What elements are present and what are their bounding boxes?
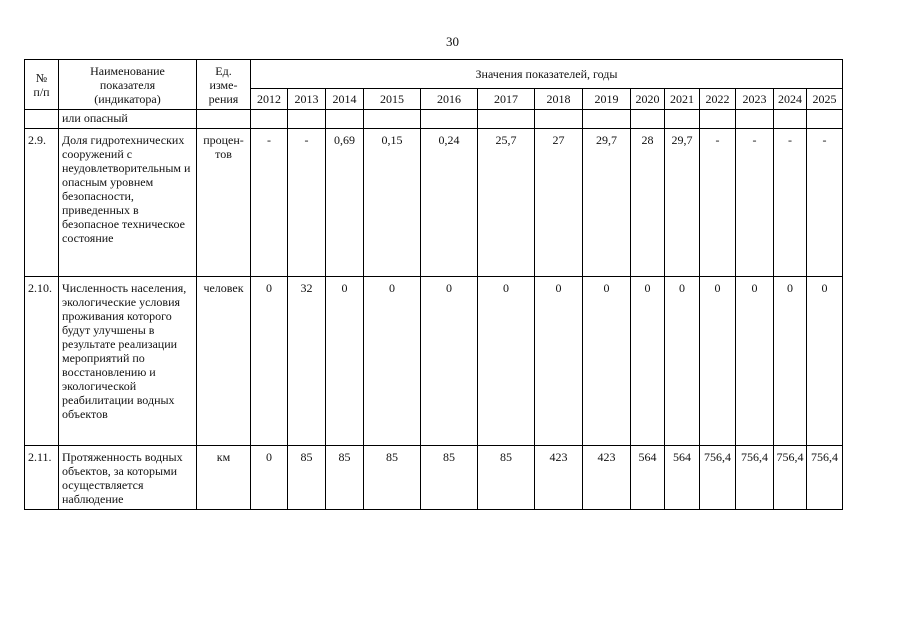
indicator-value: 0 bbox=[364, 277, 421, 446]
table-row bbox=[25, 446, 843, 510]
continuation-value-cell bbox=[700, 110, 736, 129]
indicator-value: 28 bbox=[631, 129, 665, 277]
header-year: 2024 bbox=[774, 89, 807, 110]
continuation-value-cell bbox=[774, 110, 807, 129]
indicators-table bbox=[24, 59, 843, 510]
header-year: 2020 bbox=[631, 89, 665, 110]
header-values: Значения показателей, годы bbox=[251, 60, 843, 89]
indicator-value: 85 bbox=[478, 446, 535, 510]
indicator-value: 27 bbox=[535, 129, 583, 277]
indicator-name: Численность населения, экологические условия проживания которого будут улучшены в результате реализации мероприятий по восстановлению и экологической реабилитации водных объектов bbox=[59, 277, 197, 446]
continuation-value-cell bbox=[251, 110, 288, 129]
indicator-value: 85 bbox=[364, 446, 421, 510]
header-year: 2022 bbox=[700, 89, 736, 110]
indicator-value: 29,7 bbox=[665, 129, 700, 277]
indicator-value: 32 bbox=[288, 277, 326, 446]
header-year: 2021 bbox=[665, 89, 700, 110]
indicator-value: 29,7 bbox=[583, 129, 631, 277]
page-number: 30 bbox=[446, 34, 459, 49]
header-year: 2015 bbox=[364, 89, 421, 110]
indicator-value: 0 bbox=[326, 277, 364, 446]
indicator-value: 756,4 bbox=[700, 446, 736, 510]
continuation-value-cell bbox=[583, 110, 631, 129]
indicator-value: 756,4 bbox=[736, 446, 774, 510]
continuation-value-cell bbox=[478, 110, 535, 129]
indicator-value: 423 bbox=[583, 446, 631, 510]
header-year: 2013 bbox=[288, 89, 326, 110]
continuation-text: или опасный bbox=[59, 110, 197, 129]
indicator-value: 0 bbox=[535, 277, 583, 446]
indicator-value: 0,69 bbox=[326, 129, 364, 277]
continuation-value-cell bbox=[631, 110, 665, 129]
table-row bbox=[25, 129, 843, 277]
header-year: 2023 bbox=[736, 89, 774, 110]
indicator-unit: процен- тов bbox=[197, 129, 251, 277]
indicator-value: 0 bbox=[583, 277, 631, 446]
indicator-value: - bbox=[807, 129, 843, 277]
indicator-value: 0 bbox=[251, 446, 288, 510]
indicator-value: 0 bbox=[774, 277, 807, 446]
indicator-value: 564 bbox=[665, 446, 700, 510]
indicator-value: 0,15 bbox=[364, 129, 421, 277]
indicator-value: 0 bbox=[478, 277, 535, 446]
row-number: 2.10. bbox=[25, 277, 59, 446]
indicator-unit: человек bbox=[197, 277, 251, 446]
table-row bbox=[25, 277, 843, 446]
continuation-value-cell bbox=[364, 110, 421, 129]
continuation-value-cell bbox=[807, 110, 843, 129]
indicator-value: 0 bbox=[631, 277, 665, 446]
indicator-value: 85 bbox=[326, 446, 364, 510]
continuation-value-cell bbox=[288, 110, 326, 129]
indicator-value: 756,4 bbox=[807, 446, 843, 510]
indicator-value: - bbox=[288, 129, 326, 277]
header-unit: Ед. изме- рения bbox=[197, 60, 251, 110]
indicator-value: 25,7 bbox=[478, 129, 535, 277]
header-num: № п/п bbox=[25, 60, 59, 110]
indicator-value: 85 bbox=[288, 446, 326, 510]
indicator-value: 756,4 bbox=[774, 446, 807, 510]
header-year: 2014 bbox=[326, 89, 364, 110]
indicator-value: 0 bbox=[251, 277, 288, 446]
continuation-value-cell bbox=[665, 110, 700, 129]
indicator-value: 85 bbox=[421, 446, 478, 510]
indicator-value: 0 bbox=[421, 277, 478, 446]
header-year: 2019 bbox=[583, 89, 631, 110]
header-year: 2018 bbox=[535, 89, 583, 110]
indicator-value: 0 bbox=[736, 277, 774, 446]
indicator-value: 0 bbox=[807, 277, 843, 446]
indicator-value: 0,24 bbox=[421, 129, 478, 277]
indicator-value: - bbox=[736, 129, 774, 277]
continuation-value-cell bbox=[736, 110, 774, 129]
continuation-num-cell bbox=[25, 110, 59, 129]
indicator-value: - bbox=[700, 129, 736, 277]
indicator-unit: км bbox=[197, 446, 251, 510]
indicator-value: - bbox=[251, 129, 288, 277]
indicator-value: 0 bbox=[700, 277, 736, 446]
continuation-value-cell bbox=[326, 110, 364, 129]
indicator-value: 564 bbox=[631, 446, 665, 510]
header-year: 2017 bbox=[478, 89, 535, 110]
indicator-name: Доля гидротехнических сооружений с неудовлетворительным и опасным уровнем безопасности, приведенных в безопасное техническое состояние bbox=[59, 129, 197, 277]
continuation-value-cell bbox=[421, 110, 478, 129]
indicator-value: 0 bbox=[665, 277, 700, 446]
header-year: 2012 bbox=[251, 89, 288, 110]
row-number: 2.9. bbox=[25, 129, 59, 277]
indicator-value: - bbox=[774, 129, 807, 277]
indicator-name: Протяженность водных объектов, за которыми осуществляется наблюдение bbox=[59, 446, 197, 510]
header-year: 2016 bbox=[421, 89, 478, 110]
continuation-value-cell bbox=[535, 110, 583, 129]
header-name: Наименование показателя (индикатора) bbox=[59, 60, 197, 110]
indicator-value: 423 bbox=[535, 446, 583, 510]
header-year: 2025 bbox=[807, 89, 843, 110]
continuation-unit-cell bbox=[197, 110, 251, 129]
row-number: 2.11. bbox=[25, 446, 59, 510]
